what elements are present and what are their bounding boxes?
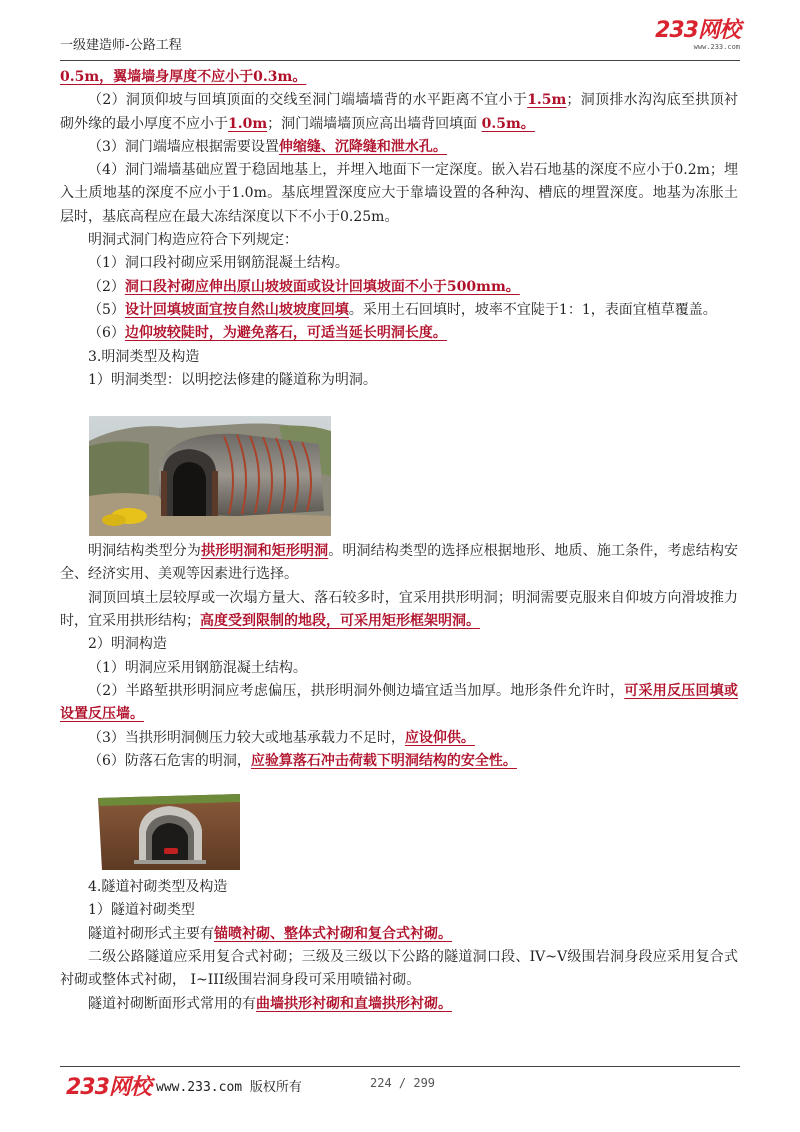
highlight-text: 拱形明洞和矩形明洞 — [201, 543, 329, 560]
header-title: 一级建造师-公路工程 — [60, 38, 182, 53]
paragraph-18: （6）防落石危害的明洞，应验算落石冲击荷载下明洞结构的安全性。 — [88, 752, 517, 769]
paragraph-17: （3）当拱形明洞侧压力较大或地基承载力不足时，应设仰供。 — [88, 729, 475, 746]
paragraph-11: 1）明洞类型：以明挖法修建的隧道称为明洞。 — [88, 371, 377, 388]
highlight-text: 应设仰供。 — [404, 729, 475, 746]
highlight-text: 曲墙拱形衬砌和直墙拱形衬砌。 — [256, 995, 452, 1012]
brand-logo — [655, 20, 740, 51]
logo-url: www.233.com — [693, 43, 740, 51]
paragraph-13: 洞顶回填土层较厚或一次塌方量大、落石较多时，宜采用拱形明洞；明洞需要克服来自仰坡方向滑坡推力时，宜采用拱形结构；高度受到限制的地段，可采用矩形框架明洞。 — [60, 589, 738, 630]
highlight-text: 应验算落石冲击荷载下明洞结构的安全性。 — [250, 752, 517, 769]
paragraph-2: （2）洞顶仰坡与回填顶面的交线至洞门端墙墙背的水平距离不宜小于1.5m；洞顶排水沟沟底至拱顶衬砌外缘的最小厚度不应小于1.0m；洞门端墙墙顶应高出墙背回填面 0.5m。 — [60, 92, 739, 132]
logo-text: 233网校 — [655, 18, 740, 43]
section-heading-3: 3.明洞类型及构造 — [88, 348, 200, 365]
paragraph-21: 隧道衬砌形式主要有锚喷衬砌、整体式衬砌和复合式衬砌。 — [88, 925, 452, 942]
paragraph-12: 明洞结构类型分为拱形明洞和矩形明洞。明洞结构类型的选择应根据地形、地质、施工条件，考虑结构安全、经济实用、美观等因素进行选择。 — [60, 543, 739, 583]
highlight-text: 0.5m，翼墙墙身厚度不应小于0.3m。 — [60, 69, 307, 85]
subsection-heading: 2）明洞构造 — [88, 636, 167, 653]
footer-logo: 233网校 — [66, 1075, 151, 1100]
paragraph-5: 明洞式洞门构造应符合下列规定： — [88, 232, 298, 249]
highlight-text: 设计回填坡面宜按自然山坡坡度回填 — [124, 301, 349, 318]
page-number: 224 / 299 — [370, 1076, 436, 1090]
footer-copyright: 版权所有 — [249, 1080, 302, 1095]
page-header — [60, 18, 740, 58]
highlight-text: 可采用反压回填或设置反压墙。 — [60, 682, 739, 723]
paragraph-9: （6）边仰坡较陡时，为避免落石，可适当延长明洞长度。 — [88, 325, 447, 342]
footer-site — [156, 1076, 302, 1095]
highlight-text: 洞口段衬砌应伸出原山坡坡面或设计回填坡面不小于500mm。 — [124, 278, 520, 295]
section-heading-4: 4.隧道衬砌类型及构造 — [88, 879, 228, 896]
paragraph-7: （2）洞口段衬砌应伸出原山坡坡面或设计回填坡面不小于500mm。 — [88, 278, 520, 295]
paragraph-6: （1）洞口段衬砌应采用钢筋混凝土结构。 — [88, 255, 349, 272]
highlight-text: 边仰坡较陡时，为避免落石，可适当延长明洞长度。 — [124, 325, 447, 342]
highlight-text: 1.5m — [527, 92, 567, 109]
highlight-text: 1.0m — [228, 115, 268, 132]
paragraph-22: 二级公路隧道应采用复合式衬砌；三级及三级以下公路的隧道洞口段、IV~V级围岩洞身段应采用复合式衬砌或整体式衬砌， I~III级围岩洞身段可采用喷锚衬砌。 — [60, 949, 738, 989]
header-divider — [60, 60, 740, 61]
footer-url: www.233.com — [156, 1080, 243, 1095]
open-cut-tunnel-photo — [89, 416, 331, 536]
footer-divider — [60, 1066, 740, 1067]
page-footer — [60, 1068, 740, 1098]
highlight-text: 伸缩缝、沉降缝和泄水孔。 — [278, 138, 447, 155]
paragraph-3: （3）洞门端墙应根据需要设置伸缩缝、沉降缝和泄水孔。 — [88, 138, 447, 155]
highlight-text: 高度受到限制的地段，可采用矩形框架明洞。 — [200, 613, 480, 630]
highlight-text: 0.5m。 — [481, 115, 535, 132]
paragraph-4: （4）洞门端墙基础应置于稳固地基上，并埋入地面下一定深度。嵌入岩石地基的深度不应小于0.2m；埋入土质地基的深度不应小于1.0m。基底埋置深度应大于靠墙设置的各种沟、槽底的埋置深度。地基为冻胀土层时，基底高程应在最大冻结深度以下不小于0.25m。 — [60, 162, 738, 225]
paragraph-23: 隧道衬砌断面形式常用的有曲墙拱形衬砌和直墙拱形衬砌。 — [88, 995, 452, 1012]
paragraph-15: （1）明洞应采用钢筋混凝土结构。 — [88, 659, 307, 676]
paragraph-16: （2）半路堑拱形明洞应考虑偏压，拱形明洞外侧边墙宜适当加厚。地形条件允许时，可采用反压回填或设置反压墙。 — [60, 682, 739, 723]
paragraph-8: （5）设计回填坡面宜按自然山坡坡度回填。采用土石回填时，坡率不宜陡于1：1，表面宜植草覆盖。 — [88, 301, 717, 318]
arched-tunnel-section-image — [94, 790, 240, 870]
paragraph-1 — [60, 66, 738, 89]
page-content — [60, 66, 738, 1016]
subsection-heading: 1）隧道衬砌类型 — [88, 902, 195, 919]
highlight-text: 锚喷衬砌、整体式衬砌和复合式衬砌。 — [214, 925, 452, 942]
